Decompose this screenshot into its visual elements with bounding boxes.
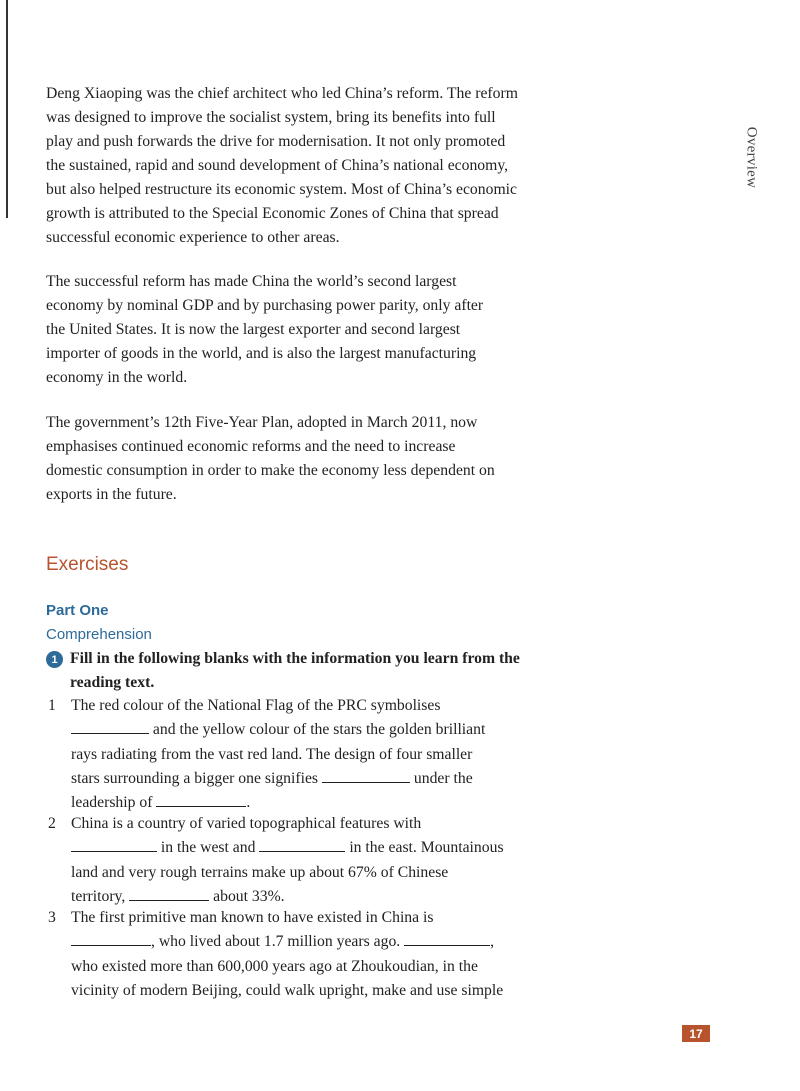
text-segment: , — [490, 933, 495, 951]
text-line: successful economic experience to other areas. — [46, 229, 340, 246]
text-segment: and the yellow colour of the stars the golden brilliant — [152, 721, 486, 739]
text-segment: . — [246, 794, 251, 812]
paragraph-1 — [46, 82, 546, 250]
part-heading: Part One — [46, 602, 109, 619]
answer-blank[interactable] — [404, 930, 490, 946]
answer-blank[interactable] — [156, 791, 246, 807]
text-line: economy in the world. — [46, 369, 188, 386]
text-line: The government’s 12th Five-Year Plan, adopted in March 2011, now — [46, 414, 478, 431]
paragraph-3 — [46, 411, 546, 507]
text-line: was designed to improve the socialist system, bring its benefits into full — [46, 109, 496, 126]
instruction-line: reading text. — [70, 674, 155, 691]
text-line: growth is attributed to the Special Economic Zones of China that spread — [46, 205, 499, 222]
exercise-item-3 — [46, 906, 546, 1003]
exercise-instruction — [46, 647, 566, 695]
answer-blank[interactable] — [129, 885, 209, 901]
text-line: vicinity of modern Beijing, could walk upright, make and use simple — [71, 981, 504, 999]
text-line: Deng Xiaoping was the chief architect who led China’s reform. The reform — [46, 85, 518, 102]
answer-blank[interactable] — [259, 836, 345, 852]
answer-blank[interactable] — [71, 718, 149, 734]
answer-blank[interactable] — [71, 836, 157, 852]
section-heading: Comprehension — [46, 626, 152, 643]
text-segment: , who lived about 1.7 million years ago. — [151, 933, 401, 951]
text-line — [71, 767, 546, 791]
text-line: land and very rough terrains make up about 67% of Chinese — [71, 863, 449, 881]
text-line: domestic consumption in order to make the economy less dependent on — [46, 462, 495, 479]
item-number: 3 — [48, 909, 56, 926]
text-line: importer of goods in the world, and is also the largest manufacturing — [46, 345, 477, 362]
text-line — [71, 836, 546, 860]
text-line: The first primitive man known to have existed in China is — [71, 909, 434, 926]
exercise-number-badge: 1 — [46, 651, 63, 668]
text-line: rays radiating from the vast red land. The design of four smaller — [71, 745, 473, 763]
exercise-item-1 — [46, 694, 546, 815]
exercise-item-2 — [46, 812, 546, 909]
instruction-line: Fill in the following blanks with the information you learn from the — [70, 650, 520, 667]
text-line: economy by nominal GDP and by purchasing power parity, only after — [46, 297, 484, 314]
text-line: but also helped restructure its economic system. Most of China’s economic — [46, 181, 517, 198]
text-segment: territory, — [71, 887, 126, 905]
text-segment: in the east. Mountainous — [349, 839, 504, 857]
text-segment: leadership of — [71, 794, 153, 812]
text-line: play and push forwards the drive for modernisation. It not only promoted — [46, 133, 506, 150]
text-line: the sustained, rapid and sound development of China’s national economy, — [46, 157, 509, 174]
paragraph-2 — [46, 270, 546, 390]
text-segment: in the west and — [160, 839, 256, 857]
text-line: emphasises continued economic reforms and the need to increase — [46, 438, 456, 455]
text-segment: about 33%. — [213, 887, 285, 905]
text-segment: stars surrounding a bigger one signifies — [71, 769, 319, 787]
answer-blank[interactable] — [322, 767, 410, 783]
text-line: China is a country of varied topographical features with — [71, 815, 422, 832]
text-line: The red colour of the National Flag of the PRC symbolises — [71, 697, 441, 714]
text-segment: under the — [413, 769, 473, 787]
side-tab — [739, 127, 763, 187]
text-line — [71, 718, 546, 742]
text-line: The successful reform has made China the world’s second largest — [46, 273, 457, 290]
text-line — [71, 930, 546, 954]
page-number: 17 — [682, 1025, 710, 1042]
item-number: 2 — [48, 815, 56, 832]
text-line: who existed more than 600,000 years ago at Zhoukoudian, in the — [71, 957, 478, 975]
item-number: 1 — [48, 697, 56, 714]
text-line: the United States. It is now the largest exporter and second largest — [46, 321, 461, 338]
exercises-heading: Exercises — [46, 554, 129, 575]
answer-blank[interactable] — [71, 930, 151, 946]
margin-rule — [6, 0, 8, 218]
text-line: exports in the future. — [46, 486, 177, 503]
side-tab-label: Overview — [743, 126, 760, 188]
